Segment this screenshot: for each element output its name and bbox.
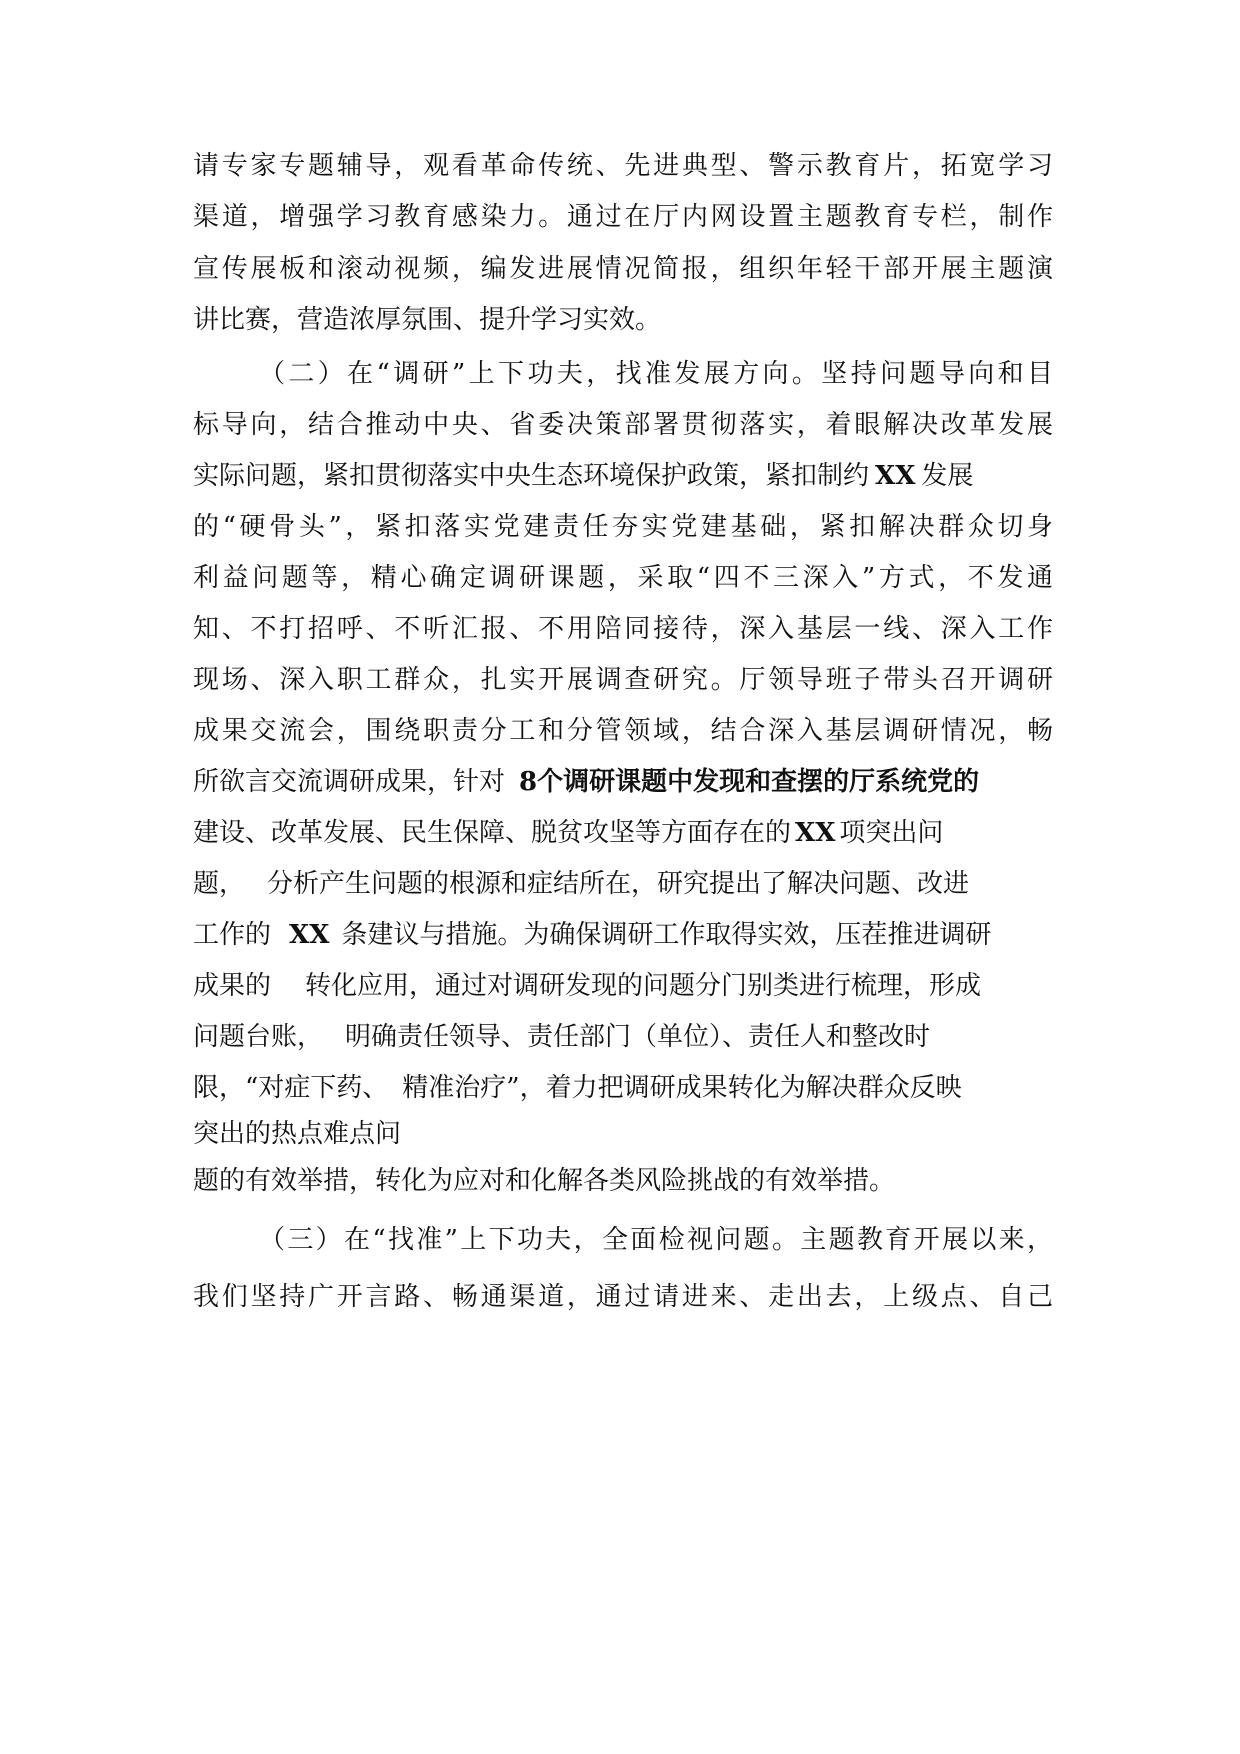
paragraph2-line-16: 突出的热点难点问 [193, 1119, 402, 1149]
paragraph2-line-4: 的“硬骨头”，紧扣落实党建责任夯实党建基础，紧扣解决群众切身 [193, 512, 1053, 542]
paragraph2-line-2: 标导向，结合推动中央、省委决策部署贯彻落实，着眼解决改革发展 [193, 410, 1053, 440]
text-segment: 所欲言交流调研成果，针对 [193, 767, 506, 797]
paragraph2-line-7: 现场、深入职工群众，扎实开展调查研究。厅领导班子带头召开调研 [193, 665, 1053, 695]
paragraph2-line-6: 知、不打招呼、不听汇报、不用陪同接待，深入基层一线、深入工作 [193, 614, 1053, 644]
paragraph1-line-4: 讲比赛，营造浓厚氛围、提升学习实效。 [193, 305, 662, 335]
paragraph2-line-13 [193, 966, 1053, 1006]
bold-phrase: 8个调研课题中发现和查摆的厅系统党的 [519, 767, 980, 797]
paragraph2-line-15 [193, 1068, 1053, 1108]
paragraph2-line-11 [193, 864, 1053, 904]
text-segment: 工作的 [193, 920, 272, 950]
paragraph2-line-10 [193, 813, 1053, 853]
text-segment: 项突出问 [839, 818, 944, 848]
text-segment: 问题台账， [193, 1022, 324, 1052]
paragraph2-line-1: （二）在“调研”上下功夫，找准发展方向。坚持问题导向和目 [259, 359, 1053, 389]
paragraph1-line-1: 请专家专题辅导，观看革命传统、先进典型、警示教育片，拓宽学习 [193, 151, 1053, 181]
text-segment: 建设、改革发展、民生保障、脱贫攻坚等方面存在的 [193, 818, 792, 848]
text-segment: 实际问题，紧扣贯彻落实中央生态环境保护政策，紧扣制约 [193, 461, 870, 491]
text-segment: 转化应用，通过对调研发现的问题分门别类进行梳理，形成 [305, 971, 982, 1001]
paragraph2-line-3 [193, 456, 1053, 496]
text-segment: 明确责任领导、责任部门（单位）、责任人和整改时 [345, 1022, 931, 1052]
paragraph2-line-12 [193, 915, 1053, 955]
paragraph3-line-2: 我们坚持广开言路、畅通渠道，通过请进来、走出去，上级点、自己 [193, 1282, 1053, 1312]
paragraph2-line-8: 成果交流会，围绕职责分工和分管领域，结合深入基层调研情况，畅 [193, 716, 1053, 746]
text-segment: 精准治疗”，着力把调研成果转化为解决群众反映 [402, 1073, 962, 1103]
paragraph2-line-14 [193, 1017, 1053, 1057]
paragraph2-line-5: 利益问题等，精心确定调研课题，采取“四不三深入”方式，不发通 [193, 563, 1053, 593]
text-segment: 题， [193, 869, 246, 899]
paragraph2-line-17: 题的有效举措，转化为应对和化解各类风险挑战的有效举措。 [193, 1166, 896, 1196]
text-segment: 限，“对症下药、 [193, 1073, 389, 1103]
paragraph1-line-2: 渠道，增强学习教育感染力。通过在厅内网设置主题教育专栏，制作 [193, 202, 1053, 232]
paragraph3-line-1: （三）在“找准”上下功夫，全面检视问题。主题教育开展以来， [259, 1225, 1053, 1255]
bold-xx: XX [795, 818, 836, 848]
bold-xx: XX [875, 461, 916, 491]
text-segment: 成果的 [193, 971, 272, 1001]
paragraph1-line-3: 宣传展板和滚动视频，编发进展情况简报，组织年轻干部开展主题演 [193, 254, 1053, 284]
paragraph2-line-9 [193, 762, 1053, 802]
text-segment: 条建议与措施。为确保调研工作取得实效，压茬推进调研 [341, 920, 992, 950]
text-segment: 分析产生问题的根源和症结所在，研究提出了解决问题、改进 [267, 869, 970, 899]
bold-xx: XX [289, 920, 330, 950]
text-segment: 发展 [921, 461, 974, 491]
